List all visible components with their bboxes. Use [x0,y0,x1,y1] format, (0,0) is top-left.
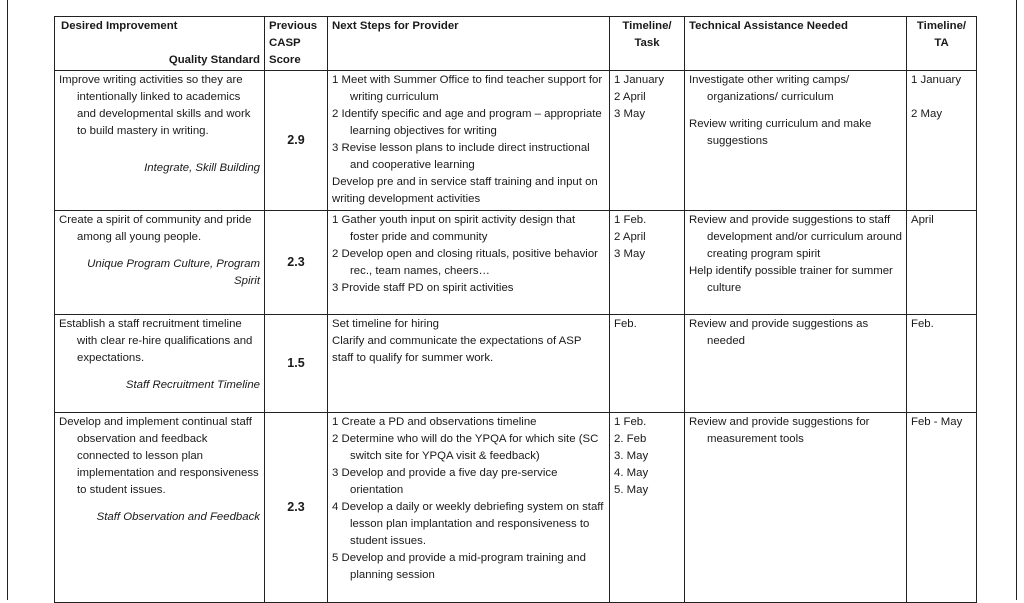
desired-improvement-cell: Create a spirit of community and pride among all young people. Unique Program Culture, Program Spirit [55,211,265,315]
header-row [55,17,977,71]
next-steps-cell: 1 Create a PD and observations timeline 2 Determine who will do the YPQA for which site (SC switch site for YPQA visit & feedback) 3 Develop and provide a five day pre-service orientation 4 Develop a daily or weekly debriefing system on staff lesson plan implantation and responsiveness to student issues. 5 Develop and provide a mid-program training and planning session [328,413,610,603]
casp-score: 2.3 [265,211,328,315]
casp-score: 1.5 [265,315,328,413]
technical-assistance-cell: Investigate other writing camps/ organizations/ curriculum Review writing curriculum and make suggestions [685,71,907,211]
quality-standard-label: Staff Observation and Feedback [96,511,260,523]
timeline-task-cell: 1 Feb. 2. Feb 3. May 4. May 5. May [610,413,685,603]
quality-standard-label: Staff Recruitment Timeline [125,379,260,391]
technical-assistance-cell: Review and provide suggestions to staff development and/or curriculum around creating program spirit Help identify possible trainer for summer culture [685,211,907,315]
casp-score: 2.9 [265,71,328,211]
desired-improvement-cell: Establish a staff recruitment timeline with clear re-hire qualifications and expectations. Staff Recruitment Timeline [55,315,265,413]
timeline-ta-cell: 1 January 2 May [907,71,977,211]
header-previous-casp-score: Previous CASP Score [265,17,328,71]
timeline-task-cell: 1 Feb. 2 April 3 May [610,211,685,315]
table-row [55,211,977,315]
next-steps-cell: 1 Gather youth input on spirit activity design that foster pride and community 2 Develop open and closing rituals, positive behavior rec., team names, cheers… 3 Provide staff PD on spirit activities [328,211,610,315]
table-row [55,413,977,603]
header-desired-improvement: Desired Improvement Quality Standard [55,17,265,71]
table-row [55,71,977,211]
casp-score: 2.3 [265,413,328,603]
next-steps-cell: Set timeline for hiring Clarify and communicate the expectations of ASP staff to qualify for summer work. [328,315,610,413]
technical-assistance-cell: Review and provide suggestions for measurement tools [685,413,907,603]
timeline-ta-cell: Feb - May [907,413,977,603]
timeline-task-cell: 1 January 2 April 3 May [610,71,685,211]
desired-improvement-cell: Develop and implement continual staff observation and feedback connected to lesson plan implementation and responsiveness to student issues. Staff Observation and Feedback [55,413,265,603]
timeline-ta-cell: April [907,211,977,315]
header-timeline-ta: Timeline/ TA [907,17,977,71]
header-timeline-task: Timeline/ Task [610,17,685,71]
header-quality-standard: Quality Standard [168,54,260,66]
quality-standard-label: Unique Program Culture, Program Spirit [87,258,260,287]
quality-standard-label: Integrate, Skill Building [144,162,260,174]
table-row [55,315,977,413]
next-steps-cell: 1 Meet with Summer Office to find teacher support for writing curriculum 2 Identify specific and age and program – appropriate learning objectives for writing 3 Revise lesson plans to include direct instructional and cooperative learning Develop pre and in service staff training and input on writing development activities [328,71,610,211]
timeline-task-cell: Feb. [610,315,685,413]
header-technical-assistance: Technical Assistance Needed [685,17,907,71]
improvement-plan-table [54,16,977,603]
desired-improvement-cell: Improve writing activities so they are intentionally linked to academics and developmental skills and work to build mastery in writing. Integrate, Skill Building [55,71,265,211]
timeline-ta-cell: Feb. [907,315,977,413]
technical-assistance-cell: Review and provide suggestions as needed [685,315,907,413]
header-next-steps: Next Steps for Provider [328,17,610,71]
